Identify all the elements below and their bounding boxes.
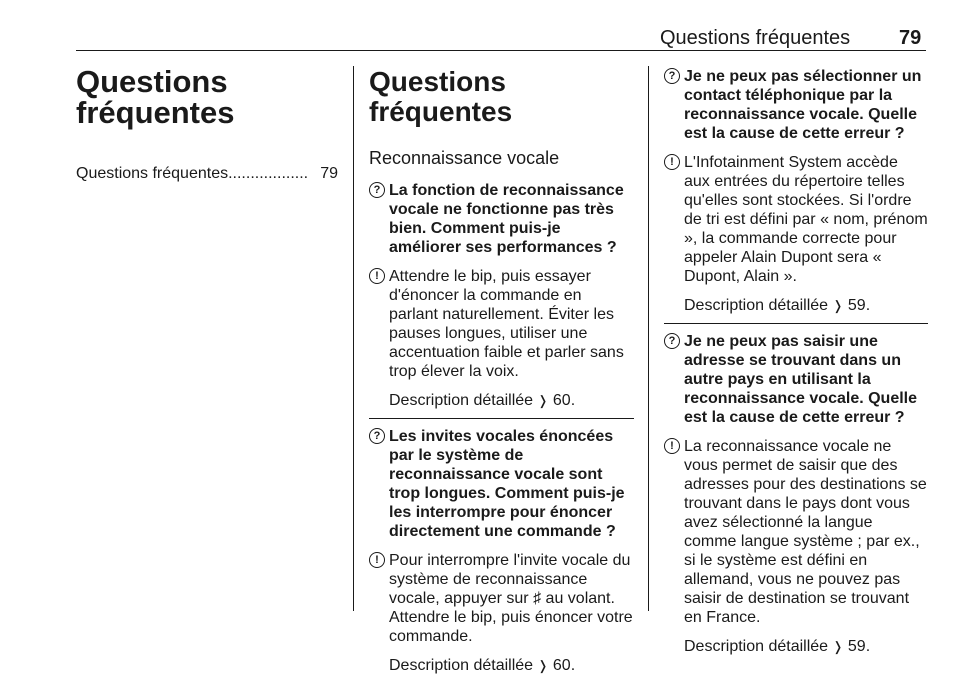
faq-answer-3: ! L'Infotainment System accède aux entrées du répertoire telles qu'elles sont stockées. Si l'ordre de tri est défini par « nom, prénom », la commande correcte pour appeler Alain Dupont sera « Dupont, Alain ». — [664, 153, 928, 286]
cross-reference-link[interactable]: 60. — [552, 392, 576, 409]
faq-answer-2: ! Pour interrompre l'invite vocale du système de reconnaissance vocale, appuyer sur ♯ au volant. Attendre le bip, puis énoncer votre commande. — [369, 551, 634, 646]
chapter-title — [76, 66, 338, 128]
section-subtitle: Reconnaissance vocale — [369, 148, 560, 168]
chapter-title-line2: fréquentes — [76, 95, 235, 130]
cross-reference-arrow-icon: ❭ — [832, 298, 844, 313]
section-title: Questions fréquentes — [369, 66, 513, 127]
question-icon: ? — [664, 68, 680, 84]
toc-entry[interactable] — [76, 164, 338, 184]
column-3 — [664, 67, 928, 656]
toc-entry-dots: .................. — [228, 165, 309, 182]
faq-answer-1: ! Attendre le bip, puis essayer d'énoncer la commande en parlant naturellement. Éviter les pauses longues, utiliser une accentuation faible et parler sans trop élever la voix. — [369, 267, 634, 381]
column-2 — [369, 67, 634, 675]
cross-reference-link[interactable]: 59. — [847, 638, 871, 655]
faq-description-3: Description détaillée ❭ 59. — [684, 297, 871, 314]
column-divider-1 — [353, 66, 354, 611]
faq-question-4: ? Je ne peux pas saisir une adresse se trouvant dans un autre pays en utilisant la reconnaissance vocale. Quelle est la cause de cette erreur ? — [664, 332, 928, 427]
cross-reference-arrow-icon: ❭ — [537, 393, 549, 408]
faq-question-2: ? Les invites vocales énoncées par le système de reconnaissance vocale sont trop longues. Comment puis-je les interrompre pour énoncer directement une commande ? — [369, 427, 634, 541]
chapter-title-line1: Questions — [76, 64, 228, 99]
question-icon: ? — [369, 428, 385, 444]
faq-question-1: ? La fonction de reconnaissance vocale ne fonctionne pas très bien. Comment puis-je améliorer ses performances ? — [369, 181, 634, 257]
question-icon: ? — [369, 182, 385, 198]
answer-icon: ! — [369, 268, 385, 284]
cross-reference-arrow-icon: ❭ — [832, 639, 844, 654]
toc-entry-page: 79 — [320, 165, 338, 182]
column-divider-2 — [648, 66, 649, 611]
answer-icon: ! — [664, 154, 680, 170]
chapter-toc — [76, 66, 338, 184]
cross-reference-link[interactable]: 59. — [847, 297, 871, 314]
steering-wheel-voice-icon: ♯ — [533, 590, 542, 607]
faq-answer-4: ! La reconnaissance vocale ne vous permet de saisir que des adresses pour des destinations se trouvant dans le pays dont vous avez sélectionné la langue comme langue système ; par ex., si le système est défini en allemand, vous ne pouvez pas saisir de destination se trouvant en France. — [664, 437, 928, 627]
toc-entry-label: Questions fréquentes — [76, 165, 229, 182]
cross-reference-arrow-icon: ❭ — [537, 658, 549, 673]
answer-icon: ! — [664, 438, 680, 454]
page-number: 79 — [899, 27, 922, 49]
faq-description-1: Description détaillée ❭ 60. — [389, 392, 576, 409]
answer-icon: ! — [369, 552, 385, 568]
faq-description-2: Description détaillée ❭ 60. — [389, 657, 576, 674]
faq-separator — [664, 323, 928, 324]
faq-description-4: Description détaillée ❭ 59. — [684, 638, 871, 655]
question-icon: ? — [664, 333, 680, 349]
faq-question-3: ? Je ne peux pas sélectionner un contact téléphonique par la reconnaissance vocale. Quelle est la cause de cette erreur ? — [664, 67, 928, 143]
faq-separator — [369, 418, 634, 419]
cross-reference-link[interactable]: 60. — [552, 657, 576, 674]
header-rule — [76, 50, 926, 51]
running-header-title: Questions fréquentes — [660, 27, 851, 49]
